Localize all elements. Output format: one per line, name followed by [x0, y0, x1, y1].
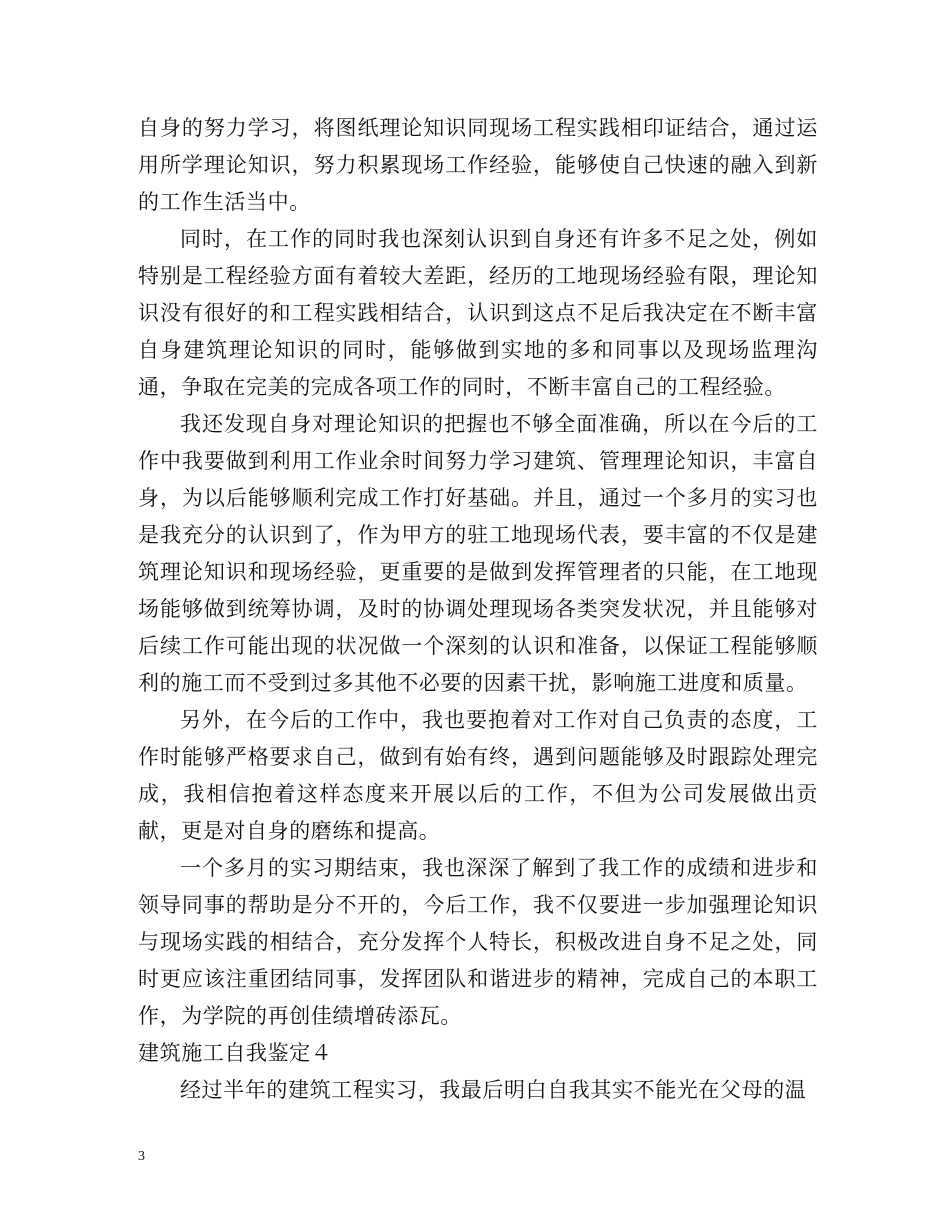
paragraph-6: 经过半年的建筑工程实习，我最后明白自我其实不能光在父母的温 — [180, 1078, 807, 1102]
paragraph-2: 同时，在工作的同时我也深刻认识到自身还有许多不足之处，例如特别是工程经验方面有着较大差距，经历的工地现场经验有限，理论知识没有很好的和工程实践相结合，认识到这点不足后我决定在不断丰富自身建筑理论知识的同时，能够做到实地的多和同事以及现场监理沟通，争取在完美的完成各项工作的同时，不断丰富自己的工程经验。 — [138, 227, 818, 399]
paragraph-1: 自身的努力学习，将图纸理论知识同现场工程实践相印证结合，通过运用所学理论知识，努力积累现场工作经验，能够使自己快速的融入到新的工作生活当中。 — [138, 116, 818, 214]
document-body — [138, 110, 818, 1109]
paragraph-3: 我还发现自身对理论知识的把握也不够全面准确，所以在今后的工作中我要做到利用工作业余时间努力学习建筑、管理理论知识，丰富自身，为以后能够顺利完成工作打好基础。并且，通过一个多月的实习也是我充分的认识到了，作为甲方的驻工地现场代表，要丰富的不仅是建筑理论知识和现场经验，更重要的是做到发挥管理者的只能，在工地现场能够做到统筹协调，及时的协调处理现场各类突发状况，并且能够对后续工作可能出现的状况做一个深刻的认识和准备，以保证工程能够顺利的施工而不受到过多其他不必要的因素干扰，影响施工进度和质量。 — [138, 412, 818, 695]
paragraph-4: 另外，在今后的工作中，我也要抱着对工作对自己负责的态度，工作时能够严格要求自己，做到有始有终，遇到问题能够及时跟踪处理完成，我相信抱着这样态度来开展以后的工作，不但为公司发展做出贡献，更是对自身的磨练和提高。 — [138, 708, 818, 843]
page-number: 3 — [138, 1149, 145, 1164]
section-heading: 建筑施工自我鉴定４ — [138, 1041, 333, 1065]
paragraph-5: 一个多月的实习期结束，我也深深了解到了我工作的成绩和进步和领导同事的帮助是分不开的，今后工作，我不仅要进一步加强理论知识与现场实践的相结合，充分发挥个人特长，积极改进自身不足之处，同时更应该注重团结同事，发挥团队和谐进步的精神，完成自己的本职工作，为学院的再创佳绩增砖添瓦。 — [138, 856, 818, 1028]
